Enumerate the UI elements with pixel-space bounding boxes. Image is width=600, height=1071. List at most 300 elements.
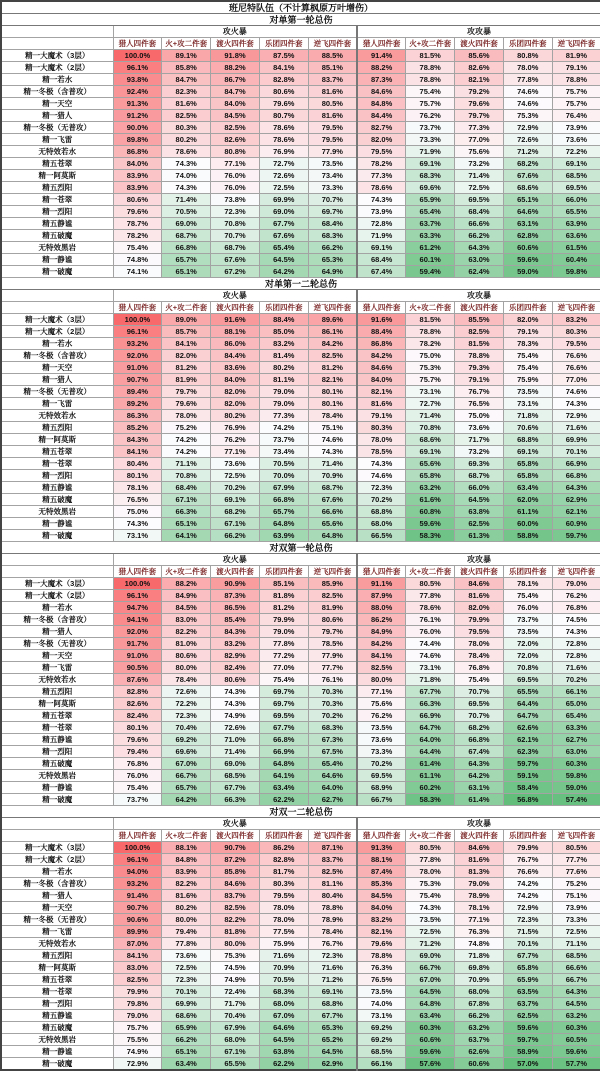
value-cell: 63.4% (503, 482, 552, 494)
value-cell: 94.7% (113, 602, 162, 614)
value-cell: 86.8% (357, 338, 406, 350)
value-cell: 65.9% (503, 974, 552, 986)
value-cell: 84.5% (211, 110, 260, 122)
value-cell: 73.7% (259, 434, 308, 446)
value-cell: 65.8% (503, 962, 552, 974)
value-cell: 64.5% (552, 998, 600, 1010)
value-cell: 83.9% (113, 170, 162, 182)
value-cell: 69.5% (455, 194, 504, 206)
value-cell: 81.5% (406, 50, 455, 62)
value-cell: 82.6% (113, 698, 162, 710)
value-cell: 72.9% (503, 902, 552, 914)
value-cell: 71.4% (211, 746, 260, 758)
value-cell: 84.2% (357, 638, 406, 650)
value-cell: 89.4% (113, 386, 162, 398)
value-cell: 82.3% (162, 86, 211, 98)
value-cell: 69.2% (357, 1034, 406, 1046)
value-cell: 81.1% (259, 374, 308, 386)
value-cell: 72.3% (357, 482, 406, 494)
value-cell: 72.9% (113, 1058, 162, 1071)
value-cell: 78.0% (503, 62, 552, 74)
value-cell: 67.5% (308, 746, 357, 758)
value-cell: 73.6% (552, 134, 600, 146)
row-label: 无特效若水 (1, 674, 113, 686)
table-row (1, 410, 600, 422)
value-cell: 66.8% (552, 470, 600, 482)
value-cell: 100.0% (113, 50, 162, 62)
value-cell: 64.6% (259, 1022, 308, 1034)
value-cell: 85.7% (162, 326, 211, 338)
value-cell: 62.1% (503, 734, 552, 746)
value-cell: 77.8% (503, 74, 552, 86)
table-row (1, 122, 600, 134)
table-row (1, 890, 600, 902)
value-cell: 81.1% (308, 878, 357, 890)
value-cell: 76.0% (211, 182, 260, 194)
column-header: 火+攻二件套 (406, 566, 455, 578)
table-row (1, 50, 600, 62)
value-cell: 73.3% (357, 746, 406, 758)
value-cell: 79.0% (552, 578, 600, 590)
corner-cell (1, 818, 113, 830)
row-label: 精五静谧 (1, 218, 113, 230)
value-cell: 64.1% (162, 530, 211, 542)
value-cell: 67.7% (503, 950, 552, 962)
value-cell: 71.1% (552, 938, 600, 950)
value-cell: 69.1% (308, 986, 357, 998)
value-cell: 70.7% (308, 194, 357, 206)
table-row (1, 974, 600, 986)
value-cell: 62.2% (259, 794, 308, 806)
value-cell: 70.2% (211, 482, 260, 494)
row-label: 精一阿莫斯 (1, 170, 113, 182)
value-cell: 65.9% (162, 1022, 211, 1034)
value-cell: 70.1% (552, 446, 600, 458)
value-cell: 83.2% (552, 314, 600, 326)
value-cell: 85.2% (113, 422, 162, 434)
value-cell: 78.5% (357, 446, 406, 458)
group-header: 攻攻暴 (357, 26, 600, 38)
value-cell: 84.9% (162, 590, 211, 602)
value-cell: 77.1% (455, 914, 504, 926)
value-cell: 74.9% (211, 710, 260, 722)
table-row (1, 74, 600, 86)
value-cell: 70.7% (455, 686, 504, 698)
value-cell: 76.1% (406, 614, 455, 626)
value-cell: 84.0% (113, 158, 162, 170)
value-cell: 78.4% (455, 650, 504, 662)
value-cell: 65.5% (211, 1058, 260, 1071)
group-header: 攻火暴 (113, 26, 357, 38)
value-cell: 75.4% (259, 674, 308, 686)
value-cell: 82.5% (211, 902, 260, 914)
value-cell: 79.5% (552, 338, 600, 350)
value-cell: 69.1% (406, 158, 455, 170)
row-label: 精一静谧 (1, 1046, 113, 1058)
value-cell: 68.3% (308, 230, 357, 242)
value-cell: 64.4% (406, 746, 455, 758)
value-cell: 71.6% (259, 950, 308, 962)
value-cell: 75.7% (406, 374, 455, 386)
value-cell: 90.7% (113, 902, 162, 914)
value-cell: 78.6% (357, 182, 406, 194)
value-cell: 74.4% (406, 638, 455, 650)
group-header: 攻攻暴 (357, 818, 600, 830)
table-row (1, 998, 600, 1010)
table-row (1, 722, 600, 734)
value-cell: 81.9% (308, 602, 357, 614)
value-cell: 68.3% (406, 170, 455, 182)
value-cell: 75.4% (406, 890, 455, 902)
value-cell: 91.8% (211, 50, 260, 62)
value-cell: 100.0% (113, 578, 162, 590)
value-cell: 77.3% (455, 122, 504, 134)
value-cell: 74.2% (162, 446, 211, 458)
row-label: 精一破魔 (1, 266, 113, 278)
value-cell: 84.8% (162, 854, 211, 866)
column-header: 逆飞四件套 (308, 38, 357, 50)
value-cell: 76.3% (357, 962, 406, 974)
column-header: 火+攻二件套 (406, 38, 455, 50)
table-row (1, 950, 600, 962)
value-cell: 70.3% (308, 686, 357, 698)
value-cell: 91.4% (113, 890, 162, 902)
group-header-row (1, 26, 600, 38)
value-cell: 84.7% (211, 86, 260, 98)
value-cell: 96.1% (113, 590, 162, 602)
value-cell: 89.1% (162, 50, 211, 62)
row-label: 精一飞雷 (1, 134, 113, 146)
value-cell: 80.6% (259, 86, 308, 98)
row-label: 精五破魔 (1, 230, 113, 242)
value-cell: 84.6% (455, 842, 504, 854)
value-cell: 76.3% (455, 926, 504, 938)
value-cell: 68.7% (211, 242, 260, 254)
value-cell: 80.4% (308, 890, 357, 902)
value-cell: 73.3% (552, 914, 600, 926)
section-title: 对单第一轮总伤 (1, 14, 600, 26)
value-cell: 81.2% (162, 362, 211, 374)
value-cell: 70.2% (308, 710, 357, 722)
value-cell: 64.0% (308, 782, 357, 794)
value-cell: 79.6% (455, 98, 504, 110)
table-row (1, 926, 600, 938)
value-cell: 85.5% (455, 314, 504, 326)
value-cell: 67.4% (455, 746, 504, 758)
value-cell: 76.8% (552, 602, 600, 614)
value-cell: 66.9% (406, 710, 455, 722)
value-cell: 73.9% (357, 206, 406, 218)
value-cell: 84.6% (211, 878, 260, 890)
value-cell: 70.9% (308, 470, 357, 482)
value-cell: 75.4% (406, 86, 455, 98)
value-cell: 91.3% (357, 842, 406, 854)
value-cell: 88.4% (259, 314, 308, 326)
value-cell: 64.5% (308, 1046, 357, 1058)
value-cell: 82.6% (211, 134, 260, 146)
row-label: 精一飞雷 (1, 926, 113, 938)
value-cell: 90.5% (113, 662, 162, 674)
value-cell: 84.8% (357, 98, 406, 110)
value-cell: 80.6% (162, 650, 211, 662)
value-cell: 67.6% (503, 170, 552, 182)
value-cell: 76.4% (552, 110, 600, 122)
value-cell: 74.2% (162, 434, 211, 446)
value-cell: 69.2% (162, 734, 211, 746)
value-cell: 86.3% (113, 410, 162, 422)
value-cell: 82.8% (113, 686, 162, 698)
value-cell: 86.1% (308, 326, 357, 338)
value-cell: 96.1% (113, 326, 162, 338)
value-cell: 57.0% (503, 1058, 552, 1071)
value-cell: 62.4% (455, 266, 504, 278)
value-cell: 75.9% (503, 374, 552, 386)
value-cell: 86.8% (113, 146, 162, 158)
value-cell: 75.2% (162, 422, 211, 434)
value-cell: 75.7% (406, 98, 455, 110)
value-cell: 87.1% (308, 842, 357, 854)
value-cell: 63.7% (406, 218, 455, 230)
corner-cell (1, 566, 113, 578)
row-label: 精一破魔 (1, 530, 113, 542)
value-cell: 79.4% (113, 746, 162, 758)
value-cell: 64.0% (406, 734, 455, 746)
value-cell: 75.6% (357, 698, 406, 710)
value-cell: 68.4% (455, 206, 504, 218)
value-cell: 85.8% (162, 62, 211, 74)
value-cell: 73.1% (357, 1010, 406, 1022)
value-cell: 66.9% (552, 458, 600, 470)
value-cell: 75.2% (552, 878, 600, 890)
value-cell: 62.9% (308, 1058, 357, 1071)
value-cell: 58.4% (503, 782, 552, 794)
column-header: 火+攻二件套 (162, 566, 211, 578)
value-cell: 70.5% (162, 206, 211, 218)
value-cell: 91.4% (357, 50, 406, 62)
value-cell: 90.7% (211, 842, 260, 854)
value-cell: 77.7% (552, 854, 600, 866)
table-row (1, 1034, 600, 1046)
value-cell: 87.0% (113, 938, 162, 950)
value-cell: 78.4% (308, 410, 357, 422)
row-label: 精一静谧 (1, 254, 113, 266)
value-cell: 79.6% (113, 734, 162, 746)
section-title: 对双一二轮总伤 (1, 806, 600, 818)
value-cell: 74.6% (406, 650, 455, 662)
value-cell: 70.4% (162, 722, 211, 734)
value-cell: 84.0% (357, 374, 406, 386)
section-title-row (1, 806, 600, 818)
row-label: 精五破魔 (1, 494, 113, 506)
table-row (1, 590, 600, 602)
value-cell: 73.6% (357, 734, 406, 746)
value-cell: 86.2% (357, 614, 406, 626)
value-cell: 76.2% (357, 710, 406, 722)
value-cell: 64.8% (308, 530, 357, 542)
value-cell: 79.9% (113, 986, 162, 998)
value-cell: 80.1% (113, 722, 162, 734)
value-cell: 68.0% (211, 1034, 260, 1046)
value-cell: 81.6% (308, 110, 357, 122)
value-cell: 69.1% (552, 158, 600, 170)
value-cell: 65.3% (308, 1022, 357, 1034)
value-cell: 71.6% (552, 662, 600, 674)
value-cell: 73.5% (406, 914, 455, 926)
table-row (1, 1058, 600, 1071)
value-cell: 69.8% (455, 962, 504, 974)
value-cell: 80.6% (211, 674, 260, 686)
value-cell: 75.4% (503, 362, 552, 374)
value-cell: 84.1% (357, 650, 406, 662)
value-cell: 78.5% (308, 638, 357, 650)
value-cell: 67.9% (211, 1022, 260, 1034)
row-label: 精五苍翠 (1, 710, 113, 722)
value-cell: 66.6% (455, 218, 504, 230)
value-cell: 72.2% (162, 698, 211, 710)
value-cell: 79.9% (259, 614, 308, 626)
value-cell: 80.2% (162, 902, 211, 914)
value-cell: 88.1% (162, 842, 211, 854)
row-label: 精一天空 (1, 650, 113, 662)
value-cell: 72.6% (162, 686, 211, 698)
value-cell: 81.8% (259, 590, 308, 602)
value-cell: 65.7% (162, 782, 211, 794)
row-label: 精五破魔 (1, 758, 113, 770)
value-cell: 70.1% (162, 986, 211, 998)
value-cell: 66.8% (162, 242, 211, 254)
row-label: 精一冬极（无普攻） (1, 386, 113, 398)
value-cell: 82.0% (503, 314, 552, 326)
value-cell: 76.5% (357, 974, 406, 986)
value-cell: 73.1% (406, 386, 455, 398)
value-cell: 64.5% (406, 986, 455, 998)
value-cell: 60.1% (406, 254, 455, 266)
value-cell: 68.0% (259, 998, 308, 1010)
value-cell: 82.5% (113, 974, 162, 986)
table-row (1, 182, 600, 194)
value-cell: 71.7% (211, 998, 260, 1010)
value-cell: 80.5% (406, 578, 455, 590)
table-row (1, 794, 600, 806)
value-cell: 79.4% (162, 926, 211, 938)
value-cell: 92.4% (113, 86, 162, 98)
value-cell: 66.2% (455, 230, 504, 242)
value-cell: 79.6% (162, 398, 211, 410)
row-label: 精五苍翠 (1, 158, 113, 170)
value-cell: 73.5% (308, 158, 357, 170)
value-cell: 65.9% (406, 194, 455, 206)
value-cell: 62.2% (259, 1058, 308, 1071)
table-row (1, 434, 600, 446)
row-label: 精一猎人 (1, 890, 113, 902)
value-cell: 79.1% (552, 62, 600, 74)
value-cell: 63.4% (162, 1058, 211, 1071)
column-header: 渡火四件套 (211, 830, 260, 842)
value-cell: 63.1% (455, 782, 504, 794)
row-label: 精一冬极（无普攻） (1, 122, 113, 134)
value-cell: 67.6% (259, 230, 308, 242)
value-cell: 90.9% (211, 578, 260, 590)
value-cell: 69.1% (503, 446, 552, 458)
value-cell: 68.8% (503, 434, 552, 446)
value-cell: 93.2% (113, 878, 162, 890)
value-cell: 74.2% (259, 422, 308, 434)
value-cell: 88.2% (211, 62, 260, 74)
value-cell: 89.6% (308, 314, 357, 326)
value-cell: 59.7% (503, 758, 552, 770)
row-label: 精五苍翠 (1, 446, 113, 458)
value-cell: 65.8% (406, 470, 455, 482)
value-cell: 72.4% (211, 986, 260, 998)
row-label: 精一烈阳 (1, 746, 113, 758)
value-cell: 80.1% (308, 398, 357, 410)
value-cell: 76.5% (455, 398, 504, 410)
value-cell: 68.0% (455, 986, 504, 998)
value-cell: 85.1% (308, 62, 357, 74)
table-row (1, 530, 600, 542)
row-label: 无特效黑岩 (1, 242, 113, 254)
value-cell: 76.0% (211, 170, 260, 182)
value-cell: 78.1% (113, 482, 162, 494)
value-cell: 91.6% (357, 314, 406, 326)
value-cell: 81.6% (357, 398, 406, 410)
column-header: 火+攻二件套 (406, 302, 455, 314)
value-cell: 88.1% (357, 854, 406, 866)
row-label: 精五烈阳 (1, 950, 113, 962)
value-cell: 56.8% (503, 794, 552, 806)
row-label: 精一苍翠 (1, 722, 113, 734)
value-cell: 89.0% (162, 314, 211, 326)
value-cell: 81.5% (406, 314, 455, 326)
value-cell: 83.0% (113, 962, 162, 974)
value-cell: 64.3% (552, 482, 600, 494)
row-label: 精一冬极（无普攻） (1, 638, 113, 650)
value-cell: 78.8% (406, 62, 455, 74)
value-cell: 69.1% (357, 242, 406, 254)
value-cell: 65.3% (308, 254, 357, 266)
value-cell: 81.9% (552, 50, 600, 62)
value-cell: 73.6% (455, 422, 504, 434)
value-cell: 83.2% (259, 338, 308, 350)
value-cell: 60.6% (406, 1034, 455, 1046)
value-cell: 71.4% (406, 410, 455, 422)
value-cell: 73.5% (357, 722, 406, 734)
table-row (1, 374, 600, 386)
value-cell: 74.6% (503, 86, 552, 98)
group-header: 攻火暴 (113, 554, 357, 566)
value-cell: 92.0% (113, 350, 162, 362)
table-row (1, 98, 600, 110)
value-cell: 65.7% (259, 506, 308, 518)
value-cell: 70.7% (211, 230, 260, 242)
value-cell: 65.1% (162, 1046, 211, 1058)
column-header: 乐团四件套 (259, 38, 308, 50)
value-cell: 78.0% (162, 410, 211, 422)
value-cell: 77.1% (211, 158, 260, 170)
value-cell: 74.3% (308, 446, 357, 458)
value-cell: 66.0% (552, 194, 600, 206)
value-cell: 88.4% (357, 326, 406, 338)
value-cell: 96.1% (113, 854, 162, 866)
value-cell: 82.0% (211, 398, 260, 410)
value-cell: 82.0% (357, 134, 406, 146)
value-cell: 74.3% (357, 458, 406, 470)
value-cell: 59.8% (552, 770, 600, 782)
value-cell: 86.0% (211, 338, 260, 350)
corner-cell (1, 26, 113, 38)
value-cell: 80.2% (162, 134, 211, 146)
damage-table-body (1, 1, 600, 1070)
